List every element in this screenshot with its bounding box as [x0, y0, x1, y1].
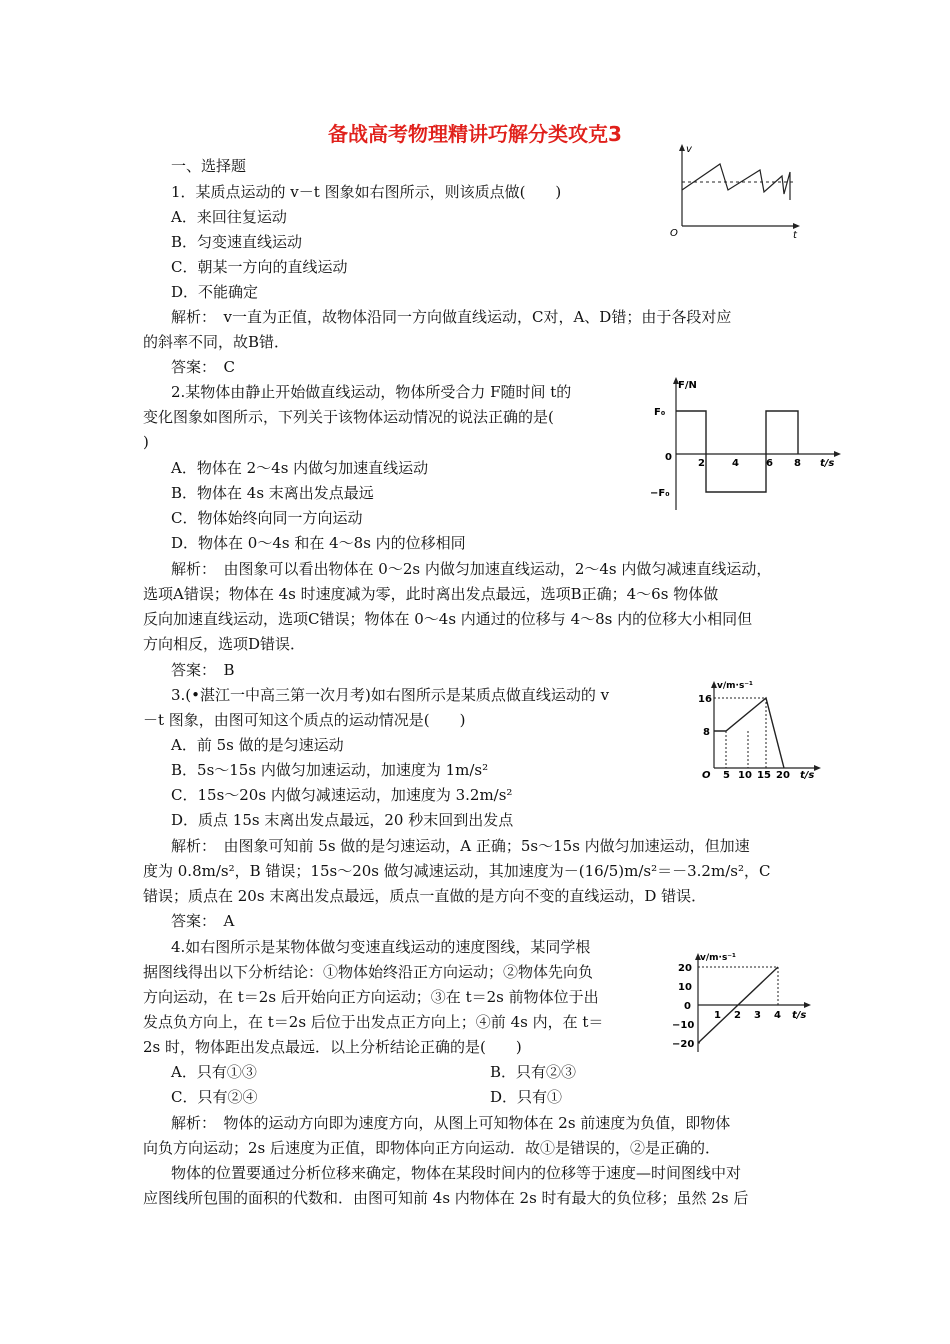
f3-tick-5: 5 [723, 770, 730, 780]
text-line: D．只有① [490, 1088, 563, 1106]
f2-y-label: F/N [678, 380, 697, 391]
text-line: B．匀变速直线运动 [171, 233, 303, 251]
text-line: A．只有①③ [171, 1063, 257, 1081]
text-line: A．来回往复运动 [171, 208, 287, 226]
text-line: 的斜率不同，故B错． [143, 333, 290, 351]
text-line: 应图线所包围的面积的代数和．由图可知前 4s 内物体在 2s 时有最大的负位移；虽然 2s 后 [143, 1189, 749, 1207]
f3-y16: 16 [698, 694, 712, 705]
text-line: C．15s～20s 内做匀减速运动，加速度为 3.2m/s² [171, 786, 513, 804]
f4-yn20: −20 [672, 1039, 695, 1050]
text-line: 2s 时，物体距出发点最远．以上分析结论正确的是( ) [143, 1038, 522, 1056]
f4-tick-2: 2 [734, 1010, 741, 1021]
text-line: ) [143, 433, 149, 451]
text-line: 方向相反，选项D错误． [143, 635, 306, 653]
f2-nf0-label: −F₀ [650, 488, 670, 499]
text-line: B．5s～15s 内做匀加速运动，加速度为 1m/s² [171, 761, 489, 779]
text-line: C．物体始终向同一方向运动 [171, 509, 363, 527]
text-line: 2.某物体由静止开始做直线运动，物体所受合力 F随时间 t的 [171, 383, 572, 401]
text-line: A．物体在 2～4s 内做匀加速直线运动 [171, 459, 429, 477]
f3-x-label: t/s [800, 770, 815, 780]
f2-x-label: t/s [820, 458, 835, 469]
f2-zero-label: 0 [665, 452, 672, 463]
text-line: 错误；质点在 20s 末离出发点最远，质点一直做的是方向不变的直线运动，D 错误． [143, 887, 707, 905]
text-line: 度为 0.8m/s²，B 错误；15s～20s 做匀减速运动，其加速度为－(16/5)m/s²＝－3.2m/s²，C [143, 862, 771, 880]
text-line: D．不能确定 [171, 283, 259, 301]
text-line: 变化图象如图所示，下列关于该物体运动情况的说法正确的是( [143, 408, 554, 426]
f4-yn10: −10 [672, 1020, 695, 1031]
text-line: A．前 5s 做的是匀速运动 [171, 736, 344, 754]
f2-tick-4: 4 [732, 458, 739, 469]
text-line: B．只有②③ [490, 1063, 577, 1081]
f1-origin-label: O [670, 228, 678, 239]
text-line: 1．某质点运动的 v－t 图象如右图所示，则该质点做( ) [171, 183, 562, 201]
text-line: －t 图象，由图可知这个质点的运动情况是( ) [143, 711, 466, 729]
text-line: 向负方向运动；2s 后速度为正值，即物体向正方向运动．故①是错误的，②是正确的． [143, 1139, 721, 1157]
text-line: 选项A错误；物体在 4s 时速度减为零，此时离出发点最远，选项B正确；4～6s 物体做 [143, 585, 719, 603]
text-line: 3.(•湛江一中高三第一次月考)如右图所示是某质点做直线运动的 v [171, 686, 610, 704]
text-line: 方向运动，在 t＝2s 后开始向正方向运动；③在 t＝2s 前物体位于出 [143, 988, 599, 1006]
text-line: 发点负方向上，在 t＝2s 后位于出发点正方向上；④前 4s 内，在 t＝ [143, 1013, 604, 1031]
text-line: 物体的位置要通过分析位移来确定，物体在某段时间内的位移等于速度—时间图线中对 [171, 1164, 742, 1182]
f3-tick-20: 20 [776, 770, 790, 780]
f4-tick-4: 4 [774, 1010, 781, 1021]
f4-x-label: t/s [792, 1010, 807, 1021]
f2-tick-6: 6 [766, 458, 773, 469]
f4-y-label: v/m·s⁻¹ [700, 953, 736, 963]
page-title: 备战高考物理精讲巧解分类攻克3 [328, 122, 622, 146]
f1-t-label: t [793, 230, 797, 240]
text-line: D．质点 15s 末离出发点最远，20 秒末回到出发点 [171, 811, 514, 829]
figure-1-vt-graph [668, 142, 818, 240]
figure-4-vt-graph [668, 948, 816, 1056]
text-line: B．物体在 4s 末离出发点最远 [171, 484, 374, 502]
f2-f0-label: F₀ [654, 407, 666, 418]
text-line: 答案： A [171, 912, 235, 930]
text-line: 答案： B [171, 661, 235, 679]
text-line: D．物体在 0～4s 和在 4～8s 内的位移相同 [171, 534, 466, 552]
f4-y10: 10 [678, 982, 692, 993]
text-line: 4.如右图所示是某物体做匀变速直线运动的速度图线，某同学根 [171, 938, 591, 956]
text-line: C．朝某一方向的直线运动 [171, 258, 348, 276]
f2-tick-2: 2 [698, 458, 705, 469]
f4-tick-1: 1 [714, 1010, 721, 1021]
text-line: 解析： 由图象可以看出物体在 0～2s 内做匀加速直线运动，2～4s 内做匀减速直线运动， [171, 560, 772, 578]
f3-tick-15: 15 [757, 770, 771, 780]
f4-tick-3: 3 [754, 1010, 761, 1021]
f4-y20: 20 [678, 963, 692, 974]
f3-y8: 8 [703, 727, 710, 738]
figure-3-vt-graph [698, 676, 826, 780]
figure-2-ft-graph [648, 374, 843, 514]
text-line: C．只有②④ [171, 1088, 258, 1106]
text-line: 解析： 物体的运动方向即为速度方向，从图上可知物体在 2s 前速度为负值，即物体 [171, 1114, 731, 1132]
text-line: 解析： 由图象可知前 5s 做的是匀速运动，A 正确；5s～15s 内做匀加速运动，但加速 [171, 837, 750, 855]
f2-tick-8: 8 [794, 458, 801, 469]
text-line: 答案： C [171, 358, 235, 376]
text-line: 反向加速直线运动，选项C错误；物体在 0～4s 内通过的位移与 4～8s 内的位移大小相同但 [143, 610, 753, 628]
f1-v-label: v [686, 144, 692, 155]
section-heading: 一、选择题 [171, 157, 247, 175]
text-line: 据图线得出以下分析结论：①物体始终沿正方向运动；②物体先向负 [143, 963, 594, 981]
f3-y-label: v/m·s⁻¹ [717, 681, 753, 691]
text-line: 解析： v一直为正值，故物体沿同一方向做直线运动，C对，A、D错；由于各段对应 [171, 308, 732, 326]
f3-origin: O [702, 770, 711, 780]
f3-tick-10: 10 [738, 770, 752, 780]
f4-y0: 0 [684, 1001, 691, 1012]
